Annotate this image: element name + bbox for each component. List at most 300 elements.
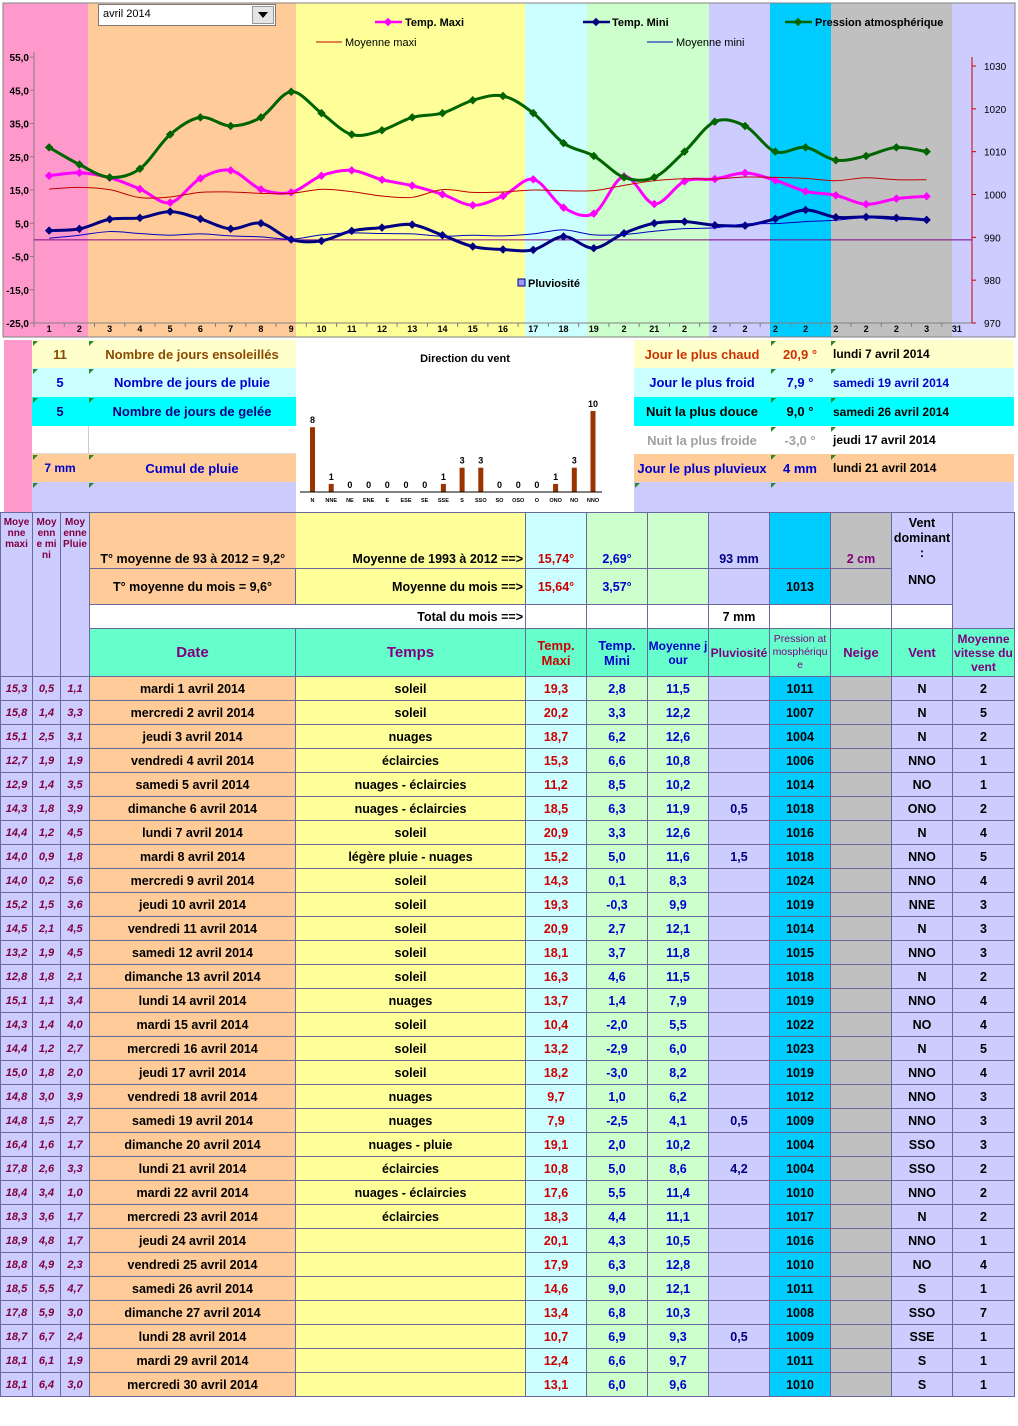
legend-maxi: Temp. Maxi	[405, 17, 465, 29]
cell-am: 14,8	[1, 1085, 33, 1109]
x-tick: 10	[316, 324, 327, 334]
cell-date: samedi 26 avril 2014	[90, 1277, 296, 1301]
table-row	[1, 1325, 1015, 1349]
y-right-tick: 1020	[984, 104, 1007, 116]
daily-table	[0, 512, 1015, 1397]
table-row	[1, 701, 1015, 725]
cell-maxi: 20,2	[526, 701, 587, 725]
cell-neige	[831, 941, 892, 965]
wind-bar	[572, 468, 577, 492]
cell-neige	[831, 1181, 892, 1205]
cell-temps	[296, 1373, 526, 1397]
avg-9312-pluie: 93 mm	[709, 513, 770, 569]
table-row	[1, 1253, 1015, 1277]
cell-press: 1009	[770, 1325, 831, 1349]
x-tick: 6	[197, 324, 203, 334]
x-tick: 21	[649, 324, 660, 334]
x-tick: 2	[742, 324, 748, 334]
cell-press: 1023	[770, 1037, 831, 1061]
cell-an: 1,4	[33, 773, 61, 797]
cell-press: 1019	[770, 989, 831, 1013]
x-tick: 9	[288, 324, 294, 334]
cell-an: 1,1	[33, 989, 61, 1013]
cell-press: 1004	[770, 1157, 831, 1181]
cell-mini: -2,0	[587, 1013, 648, 1037]
cell-neige	[831, 1061, 892, 1085]
cell-date: mardi 1 avril 2014	[90, 677, 296, 701]
cell-vent: N	[892, 821, 953, 845]
cell-neige	[831, 845, 892, 869]
cell-pluv	[709, 1181, 770, 1205]
cell-am: 13,2	[1, 941, 33, 965]
stats-panel	[0, 340, 1018, 512]
cell-ap: 3,1	[61, 725, 90, 749]
cell-neige	[831, 965, 892, 989]
table-row	[1, 965, 1015, 989]
cell-ap: 2,7	[61, 1037, 90, 1061]
cell-am: 14,3	[1, 797, 33, 821]
cell-temps	[296, 1253, 526, 1277]
cell-vit: 5	[953, 701, 1015, 725]
table-row	[1, 749, 1015, 773]
cell-ap: 3,9	[61, 1085, 90, 1109]
table-row	[1, 1037, 1015, 1061]
cell-temps: soleil	[296, 893, 526, 917]
table-row	[1, 1181, 1015, 1205]
month-select[interactable]	[98, 4, 276, 26]
cell-neige	[831, 1157, 892, 1181]
cell-ap: 3,0	[61, 1301, 90, 1325]
cell-pluv	[709, 725, 770, 749]
cell-moy: 11,6	[648, 845, 709, 869]
cell-neige	[831, 773, 892, 797]
y-right-tick: 990	[984, 233, 1001, 245]
cell-temps: soleil	[296, 1013, 526, 1037]
table-row	[1, 725, 1015, 749]
coldest-day-value: 7,9 °	[770, 368, 830, 397]
cell-moy: 12,2	[648, 701, 709, 725]
cell-ap: 4,5	[61, 917, 90, 941]
cell-press: 1016	[770, 821, 831, 845]
cell-maxi: 13,2	[526, 1037, 587, 1061]
wind-bar	[591, 411, 596, 492]
cell-ap: 2,0	[61, 1061, 90, 1085]
cell-am: 15,2	[1, 893, 33, 917]
chevron-down-icon	[258, 12, 268, 18]
cell-am: 15,8	[1, 701, 33, 725]
cell-ap: 2,3	[61, 1253, 90, 1277]
cell-moy: 4,1	[648, 1109, 709, 1133]
cell-date: jeudi 24 avril 2014	[90, 1229, 296, 1253]
dominant-wind-label: Vent dominant :	[893, 516, 951, 560]
y-left-tick: 15,0	[9, 186, 29, 197]
cell-vent: N	[892, 917, 953, 941]
cell-moy: 7,9	[648, 989, 709, 1013]
wind-bar	[553, 484, 558, 492]
cell-date: mercredi 16 avril 2014	[90, 1037, 296, 1061]
x-tick: 5	[167, 324, 173, 334]
vlabel-moy-pluie: Moyenne Pluie	[61, 513, 90, 677]
cell-neige	[831, 821, 892, 845]
cell-press: 1004	[770, 725, 831, 749]
cell-vit: 4	[953, 821, 1015, 845]
x-tick: 2	[772, 324, 778, 334]
y-left-tick: 35,0	[9, 119, 29, 131]
cell-an: 5,9	[33, 1301, 61, 1325]
legend-mini: Temp. Mini	[612, 17, 669, 29]
cell-an: 2,6	[33, 1157, 61, 1181]
cell-an: 0,5	[33, 677, 61, 701]
cell-vit: 5	[953, 1037, 1015, 1061]
cell-press: 1012	[770, 1085, 831, 1109]
cell-vit: 3	[953, 917, 1015, 941]
cell-pluv	[709, 1061, 770, 1085]
wind-bar-label: 1	[440, 471, 446, 482]
cell-vent: NNE	[892, 893, 953, 917]
cell-maxi: 18,1	[526, 941, 587, 965]
cell-pluv	[709, 749, 770, 773]
hottest-day-label: Jour le plus chaud	[634, 340, 770, 368]
cell-temps	[296, 1229, 526, 1253]
cell-press: 1011	[770, 677, 831, 701]
cell-temps: nuages - éclaircies	[296, 1181, 526, 1205]
table-row	[1, 1229, 1015, 1253]
table-row	[1, 1109, 1015, 1133]
cell-pluv	[709, 989, 770, 1013]
x-tick: 16	[497, 324, 509, 334]
coldest-night-label: Nuit la plus froide	[634, 426, 770, 454]
cell-moy: 10,2	[648, 773, 709, 797]
cell-temps: soleil	[296, 869, 526, 893]
cell-ap: 1,9	[61, 1349, 90, 1373]
cell-moy: 9,9	[648, 893, 709, 917]
cell-vent: N	[892, 701, 953, 725]
y-left-tick: -15,0	[6, 285, 29, 297]
sunny-days-value: 11	[32, 340, 88, 368]
cell-vent: S	[892, 1373, 953, 1397]
cell-press: 1009	[770, 1109, 831, 1133]
y-right-tick: 980	[984, 276, 1001, 288]
cell-pluv: 1,5	[709, 845, 770, 869]
rain-days-label: Nombre de jours de pluie	[88, 368, 296, 397]
cell-maxi: 20,9	[526, 917, 587, 941]
cell-maxi: 20,1	[526, 1229, 587, 1253]
cell-date: lundi 14 avril 2014	[90, 989, 296, 1013]
avg-month-maxi: 15,64°	[526, 569, 587, 605]
cell-an: 6,7	[33, 1325, 61, 1349]
cell-ap: 3,6	[61, 893, 90, 917]
x-tick: 1	[46, 324, 52, 334]
cell-neige	[831, 1277, 892, 1301]
cell-pluv	[709, 893, 770, 917]
header-mini: Temp. Mini	[587, 629, 648, 677]
wind-dir-label: NNO	[586, 498, 600, 504]
cell-vit: 2	[953, 797, 1015, 821]
cell-temps: soleil	[296, 677, 526, 701]
hottest-day-date: lundi 7 avril 2014	[830, 340, 1014, 368]
header-vit: Moyenne vitesse du vent	[953, 629, 1015, 677]
cell-press: 1014	[770, 773, 831, 797]
cell-temps: soleil	[296, 941, 526, 965]
cell-moy: 12,6	[648, 725, 709, 749]
cell-date: dimanche 6 avril 2014	[90, 797, 296, 821]
cell-moy: 11,8	[648, 941, 709, 965]
cell-am: 18,3	[1, 1205, 33, 1229]
cell-pluv	[709, 869, 770, 893]
x-tick: 2	[712, 324, 718, 334]
cell-mini: 6,3	[587, 1253, 648, 1277]
cell-vit: 1	[953, 1325, 1015, 1349]
wind-bar	[329, 484, 334, 492]
x-tick: 17	[528, 324, 539, 334]
x-tick: 2	[682, 324, 688, 334]
coldest-day-date: samedi 19 avril 2014	[830, 368, 1014, 397]
cell-am: 16,4	[1, 1133, 33, 1157]
cell-pluv	[709, 1037, 770, 1061]
legend-moymini: Moyenne mini	[676, 37, 745, 49]
cell-mini: -2,5	[587, 1109, 648, 1133]
wind-bar-label: 0	[534, 480, 540, 490]
cell-vit: 1	[953, 1373, 1015, 1397]
cell-date: dimanche 20 avril 2014	[90, 1133, 296, 1157]
cell-vit: 2	[953, 1157, 1015, 1181]
cell-temps	[296, 1349, 526, 1373]
cell-ap: 5,6	[61, 869, 90, 893]
cell-pluv: 0,5	[709, 1325, 770, 1349]
cell-date: vendredi 4 avril 2014	[90, 749, 296, 773]
cell-date: lundi 21 avril 2014	[90, 1157, 296, 1181]
wind-bar-label: 3	[459, 455, 465, 466]
cell-vit: 2	[953, 725, 1015, 749]
avg-month-mini: 3,57°	[587, 569, 648, 605]
cell-neige	[831, 893, 892, 917]
cell-vit: 4	[953, 1253, 1015, 1277]
cell-an: 4,9	[33, 1253, 61, 1277]
x-tick: 2	[621, 324, 627, 334]
cell-moy: 10,5	[648, 1229, 709, 1253]
cell-press: 1011	[770, 1277, 831, 1301]
avg-9312-maxi: 15,74°	[526, 513, 587, 569]
cell-date: mardi 15 avril 2014	[90, 1013, 296, 1037]
wind-dir-label: E	[385, 498, 390, 504]
cell-am: 15,3	[1, 677, 33, 701]
cell-vent: NNO	[892, 1229, 953, 1253]
cell-temps: nuages	[296, 725, 526, 749]
cell-ap: 3,4	[61, 989, 90, 1013]
cell-vit: 4	[953, 989, 1015, 1013]
coldest-night-date: jeudi 17 avril 2014	[830, 426, 1014, 454]
table-row	[1, 1277, 1015, 1301]
wind-bar-label: 8	[309, 415, 316, 426]
cell-am: 18,1	[1, 1349, 33, 1373]
cell-temps: soleil	[296, 821, 526, 845]
cell-am: 15,1	[1, 989, 33, 1013]
cell-vent: N	[892, 965, 953, 989]
cell-maxi: 15,3	[526, 749, 587, 773]
wind-dir-label: NNE	[325, 498, 338, 504]
cell-ap: 4,5	[61, 941, 90, 965]
cell-vent: SSO	[892, 1133, 953, 1157]
cell-vent: NNO	[892, 1181, 953, 1205]
cell-vent: S	[892, 1277, 953, 1301]
cell-vit: 1	[953, 773, 1015, 797]
cell-ap: 4,5	[61, 821, 90, 845]
cell-neige	[831, 1109, 892, 1133]
cell-pluv	[709, 1277, 770, 1301]
cell-vit: 4	[953, 869, 1015, 893]
cell-maxi: 14,3	[526, 869, 587, 893]
table-row	[1, 1301, 1015, 1325]
wind-chart-title: Direction du vent	[420, 353, 510, 365]
cell-vit: 4	[953, 1013, 1015, 1037]
cell-temps	[296, 1325, 526, 1349]
cell-pluv	[709, 941, 770, 965]
cell-maxi: 13,4	[526, 1301, 587, 1325]
cell-press: 1010	[770, 1253, 831, 1277]
table-row	[1, 1349, 1015, 1373]
cell-mini: -2,9	[587, 1037, 648, 1061]
cell-date: mardi 29 avril 2014	[90, 1349, 296, 1373]
x-tick: 2	[833, 324, 839, 334]
cell-maxi: 19,3	[526, 893, 587, 917]
cell-neige	[831, 1085, 892, 1109]
cell-temps: nuages	[296, 1109, 526, 1133]
vlabel-moy-maxi: Moyenne maxi	[1, 513, 33, 677]
cell-mini: 4,4	[587, 1205, 648, 1229]
x-tick: 2	[803, 324, 809, 334]
cell-an: 0,9	[33, 845, 61, 869]
cell-press: 1019	[770, 893, 831, 917]
cell-press: 1017	[770, 1205, 831, 1229]
cell-vit: 2	[953, 965, 1015, 989]
cell-mini: 6,3	[587, 797, 648, 821]
cell-maxi: 9,7	[526, 1085, 587, 1109]
cell-maxi: 10,8	[526, 1157, 587, 1181]
rain-total-value: 7 mm	[32, 454, 88, 482]
cell-neige	[831, 1349, 892, 1373]
cell-maxi: 17,9	[526, 1253, 587, 1277]
x-tick: 18	[558, 324, 569, 334]
cell-date: mardi 22 avril 2014	[90, 1181, 296, 1205]
table-row	[1, 1085, 1015, 1109]
cell-moy: 11,5	[648, 965, 709, 989]
cell-ap: 2,1	[61, 965, 90, 989]
wind-bar-label: 0	[366, 480, 372, 490]
frost-days-label: Nombre de jours de gelée	[88, 397, 296, 426]
avg-month-temp: T° moyenne du mois = 9,6°	[90, 569, 296, 605]
cell-mini: 6,6	[587, 749, 648, 773]
cell-temps	[296, 1277, 526, 1301]
cell-mini: 4,3	[587, 1229, 648, 1253]
table-row	[1, 1013, 1015, 1037]
cell-press: 1011	[770, 1349, 831, 1373]
cell-maxi: 12,4	[526, 1349, 587, 1373]
table-row	[1, 869, 1015, 893]
cell-mini: 3,3	[587, 701, 648, 725]
dropdown-button[interactable]	[252, 6, 274, 24]
cell-maxi: 14,6	[526, 1277, 587, 1301]
cell-vent: SSO	[892, 1301, 953, 1325]
cell-vent: N	[892, 677, 953, 701]
rain-days-value: 5	[32, 368, 88, 397]
cell-pluv	[709, 1349, 770, 1373]
cell-vit: 3	[953, 1133, 1015, 1157]
cell-pluv	[709, 1013, 770, 1037]
cell-date: mercredi 2 avril 2014	[90, 701, 296, 725]
cell-pluv: 0,5	[709, 797, 770, 821]
cell-press: 1019	[770, 1061, 831, 1085]
sunny-days-label: Nombre de jours ensoleillés	[88, 340, 296, 368]
wind-direction-chart	[296, 340, 634, 512]
cell-pluv	[709, 773, 770, 797]
wind-dir-label: NO	[570, 498, 579, 504]
wind-dir-label: ESE	[400, 498, 412, 504]
wind-dir-label: OSO	[512, 498, 525, 504]
cell-neige	[831, 1325, 892, 1349]
cell-moy: 9,7	[648, 1349, 709, 1373]
wind-bar	[478, 468, 483, 492]
cell-am: 15,0	[1, 1061, 33, 1085]
cell-mini: 4,6	[587, 965, 648, 989]
cell-mini: 6,9	[587, 1325, 648, 1349]
header-moy: Moyenne jour	[648, 629, 709, 677]
cell-press: 1022	[770, 1013, 831, 1037]
cell-maxi: 11,2	[526, 773, 587, 797]
cell-am: 14,0	[1, 869, 33, 893]
cell-neige	[831, 749, 892, 773]
header-neige: Neige	[831, 629, 892, 677]
table-row	[1, 941, 1015, 965]
cell-am: 17,8	[1, 1301, 33, 1325]
cell-vent: NNO	[892, 941, 953, 965]
cell-vent: N	[892, 1205, 953, 1229]
avg-month-press: 1013	[770, 569, 831, 605]
y-right-tick: 1000	[984, 190, 1007, 202]
cell-mini: 1,4	[587, 989, 648, 1013]
cell-press: 1007	[770, 701, 831, 725]
cell-pluv	[709, 701, 770, 725]
wind-bar	[441, 484, 446, 492]
wind-dir-label: N	[310, 498, 315, 504]
cell-temps: nuages	[296, 1085, 526, 1109]
cell-date: dimanche 13 avril 2014	[90, 965, 296, 989]
cell-neige	[831, 1013, 892, 1037]
cell-moy: 12,8	[648, 1253, 709, 1277]
cell-maxi: 10,4	[526, 1013, 587, 1037]
wind-bar-label: 0	[422, 480, 428, 490]
cell-press: 1016	[770, 1229, 831, 1253]
wettest-day-label: Jour le plus pluvieux	[634, 454, 770, 482]
cell-am: 18,4	[1, 1181, 33, 1205]
cell-ap: 4,7	[61, 1277, 90, 1301]
cell-an: 3,0	[33, 1085, 61, 1109]
cell-date: vendredi 18 avril 2014	[90, 1085, 296, 1109]
cell-ap: 1,7	[61, 1205, 90, 1229]
cell-vent: NNO	[892, 845, 953, 869]
cell-mini: 3,7	[587, 941, 648, 965]
cell-an: 1,9	[33, 749, 61, 773]
wind-dir-label: SE	[421, 498, 429, 504]
cell-am: 12,8	[1, 965, 33, 989]
cell-an: 3,6	[33, 1205, 61, 1229]
cell-vent: SSE	[892, 1325, 953, 1349]
vlabel-moy-mini: Moyenne mini	[33, 513, 61, 677]
cell-press: 1014	[770, 917, 831, 941]
cell-am: 12,9	[1, 773, 33, 797]
cell-neige	[831, 701, 892, 725]
cell-mini: -0,3	[587, 893, 648, 917]
cell-moy: 5,5	[648, 1013, 709, 1037]
